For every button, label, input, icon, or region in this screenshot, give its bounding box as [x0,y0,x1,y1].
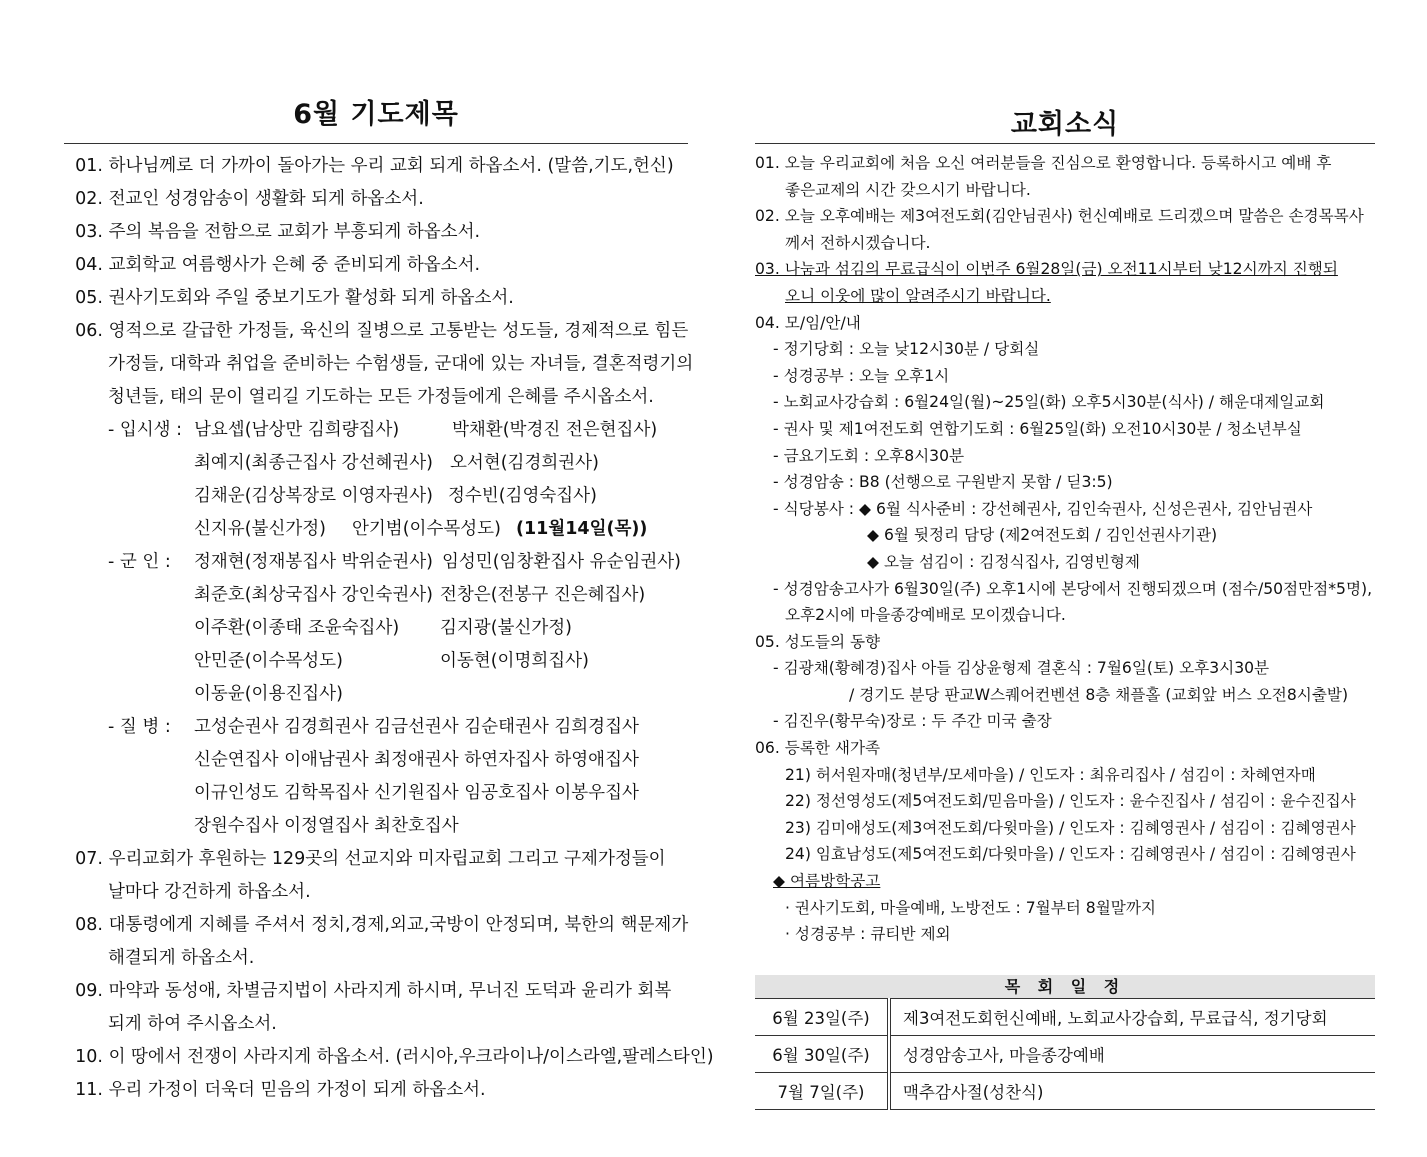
table-row [755,1036,1375,1073]
news-line: - 식당봉사 : ◆ 6월 식사준비 : 강선혜권사, 김인숙권사, 신성은권사, 김안님권사 [773,499,1313,518]
schedule-events: 맥추감사절(성찬식) [889,1073,1375,1110]
news-line: - 김광채(황혜경)집사 아들 김상윤형제 결혼식 : 7월6일(토) 오후3시30분 [773,659,1270,678]
news-line: 21) 허서원자매(청년부/모세마을) / 인도자 : 최유리집사 / 섬김이 : 차혜연자매 [785,765,1316,784]
news-line: - 성경암송고사가 6월30일(주) 오후1시에 본당에서 진행되겠으며 (점수/50점만점*5명), [773,579,1373,598]
sick-row: - 질 병 : 고성순권사 김경희권사 김금선권사 김순태권사 김희경집사 [108,717,639,737]
news-line: 24) 임효남성도(제5여전도회/다윗마을) / 인도자 : 김혜영권사 / 섬김이 : 김혜영권사 [785,845,1356,864]
list-item-cont: 가정들, 대학과 취업을 준비하는 수험생들, 군대에 있는 자녀들, 결혼적령기의 [108,354,694,374]
list-item: 10. 이 땅에서 전쟁이 사라지게 하옵소서. (러시아,우크라이나/이스라엘,팔레스타인) [75,1047,714,1067]
list-item: 07. 우리교회가 후원하는 129곳의 선교지와 미자립교회 그리고 구제가정들이 [75,849,666,869]
list-item: 09. 마약과 동성애, 차별금지법이 사라지게 하시며, 무너진 도덕과 윤리가 회복 [75,981,672,1001]
news-line: - 금요기도회 : 오후8시30분 [773,446,965,465]
list-item: 04. 교회학교 여름행사가 은혜 중 준비되게 하옵소서. [75,255,481,275]
prayer-list [64,150,714,1107]
schedule-date: 6월 23일(주) [755,999,889,1036]
list-item: 08. 대통령에게 지혜를 주셔서 정치,경제,외교,국방이 안정되며, 북한의 핵문제가 [75,915,689,935]
list-item: 05. 권사기도회와 주일 중보기도가 활성화 되게 하옵소서. [75,288,514,308]
schedule-events: 제3여전도회헌신예배, 노회교사강습회, 무료급식, 정기당회 [889,999,1375,1036]
schedule-table [755,998,1375,1110]
news-line: 께서 전하시겠습니다. [785,233,931,252]
news-line: ◆ 6월 뒷정리 담당 (제2여전도회 / 김인선권사기관) [867,526,1218,545]
news-line: 03. 나눔과 섬김의 무료급식이 이번주 6월28일(금) 오전11시부터 낮12시까지 진행되 [755,260,1338,279]
list-item: 01. 하나님께로 더 가까이 돌아가는 우리 교회 되게 하옵소서. (말씀,기도,헌신) [75,156,674,176]
news-line: 05. 성도들의 동향 [755,632,881,651]
news-line: / 경기도 분당 판교W스퀘어컨벤션 8층 채플홀 (교회앞 버스 오전8시출발) [849,685,1349,704]
news-line: · 권사기도회, 마을예배, 노방전도 : 7월부터 8월말까지 [785,898,1156,917]
exam-row: 김채운(김상복장로 이영자권사) 정수빈(김영숙집사) [194,486,597,506]
news-line: 06. 등록한 새가족 [755,739,881,758]
news-line: 22) 정선영성도(제5여전도회/믿음마을) / 인도자 : 윤수진집사 / 섬김이 : 윤수진집사 [785,792,1356,811]
news-line: ◆ 오늘 섬김이 : 김정식집사, 김영빈형제 [867,552,1140,571]
exam-row: - 입시생 : 남요셉(남상만 김희량집사) 박채환(박경진 전은현집사) [108,420,658,440]
news-line: 23) 김미애성도(제3여전도회/다윗마을) / 인도자 : 김혜영권사 / 섬김이 : 김혜영권사 [785,818,1356,837]
table-row [755,999,1375,1036]
news-line: 오니 이웃에 많이 알려주시기 바랍니다. [785,286,1051,305]
news-line: 04. 모/임/안/내 [755,313,861,332]
table-row [755,1073,1375,1110]
schedule-date: 6월 30일(주) [755,1036,889,1073]
army-row: - 군 인 : 정재현(정재봉집사 박위순권사) 임성민(임창환집사 유순임권사) [108,552,681,572]
exam-row: 신지유(불신가정) 안기범(이수목성도) (11월14일(목)) [64,513,688,546]
news-line: 오후2시에 마을종강예배로 모이겠습니다. [785,606,1066,625]
army-row: 이주환(이종태 조윤숙집사) 김지광(불신가정) [194,618,572,638]
news-line: - 권사 및 제1여전도회 연합기도회 : 6월25일(화) 오전10시30분 / 청소년부실 [773,419,1302,438]
news-line: - 성경공부 : 오늘 오후1시 [773,366,950,385]
army-row: 최준호(최상국집사 강인숙권사) 전창은(전봉구 진은혜집사) [194,585,646,605]
schedule-date: 7월 7일(주) [755,1073,889,1110]
sick-row: 신순연집사 이애남권사 최정애권사 하연자집사 하영애집사 [194,750,639,770]
schedule-header: 목 회 일 정 [755,975,1375,998]
army-row: 이동윤(이용진집사) [194,684,343,704]
list-item: 06. 영적으로 갈급한 가정들, 육신의 질병으로 고통받는 성도들, 경제적으로 힘든 [75,321,689,341]
news-line: - 정기당회 : 오늘 낮12시30분 / 당회실 [773,340,1040,359]
news-line: - 김진우(황무숙)장로 : 두 주간 미국 출장 [773,712,1052,731]
list-item: 11. 우리 가정이 더욱더 믿음의 가정이 되게 하옵소서. [75,1080,486,1100]
sick-row: 장원수집사 이정열집사 최찬호집사 [194,816,459,836]
sick-row: 이규인성도 김학목집사 신기원집사 임공호집사 이봉우집사 [194,783,639,803]
army-row: 안민준(이수목성도) 이동현(이명희집사) [194,651,589,671]
prayer-title: 6월 기도제목 [293,99,459,130]
schedule-events: 성경암송고사, 마을종강예배 [889,1036,1375,1073]
news-title: 교회소식 [1010,109,1120,140]
list-item: 02. 전교인 성경암송이 생활화 되게 하옵소서. [75,189,424,209]
list-item-cont: 청년들, 태의 문이 열리길 기도하는 모든 가정들에게 은혜를 주시옵소서. [108,387,654,407]
news-line: · 성경공부 : 큐티반 제외 [785,925,951,944]
news-line: 좋은교제의 시간 갖으시기 바랍니다. [785,180,1031,199]
list-item: 03. 주의 복음을 전함으로 교회가 부흥되게 하옵소서. [75,222,481,242]
list-item-cont: 해결되게 하옵소서. [108,948,255,968]
news-title-rule [755,143,1375,144]
news-line: ◆ 여름방학공고 [773,872,881,891]
news-line: - 성경암송 : B8 (선행으로 구원받지 못함 / 딛3:5) [773,473,1113,492]
news-line: 02. 오늘 오후예배는 제3여전도회(김안님권사) 헌신예배로 드리겠으며 말씀은 손경목목사 [755,207,1364,226]
exam-row: 최예지(최종근집사 강선혜권사) 오서현(김경희권사) [194,453,599,473]
prayer-title-rule [64,143,688,144]
news-list [755,150,1375,948]
list-item-cont: 날마다 강건하게 하옵소서. [108,882,311,902]
exam-date: (11월14일(목)) [516,519,648,539]
news-line: - 노회교사강습회 : 6월24일(월)~25일(화) 오후5시30분(식사) / 해운대제일교회 [773,393,1325,412]
list-item-cont: 되게 하여 주시옵소서. [108,1014,277,1034]
news-line: 01. 오늘 우리교회에 처음 오신 여러분들을 진심으로 환영합니다. 등록하시고 예배 후 [755,154,1332,172]
